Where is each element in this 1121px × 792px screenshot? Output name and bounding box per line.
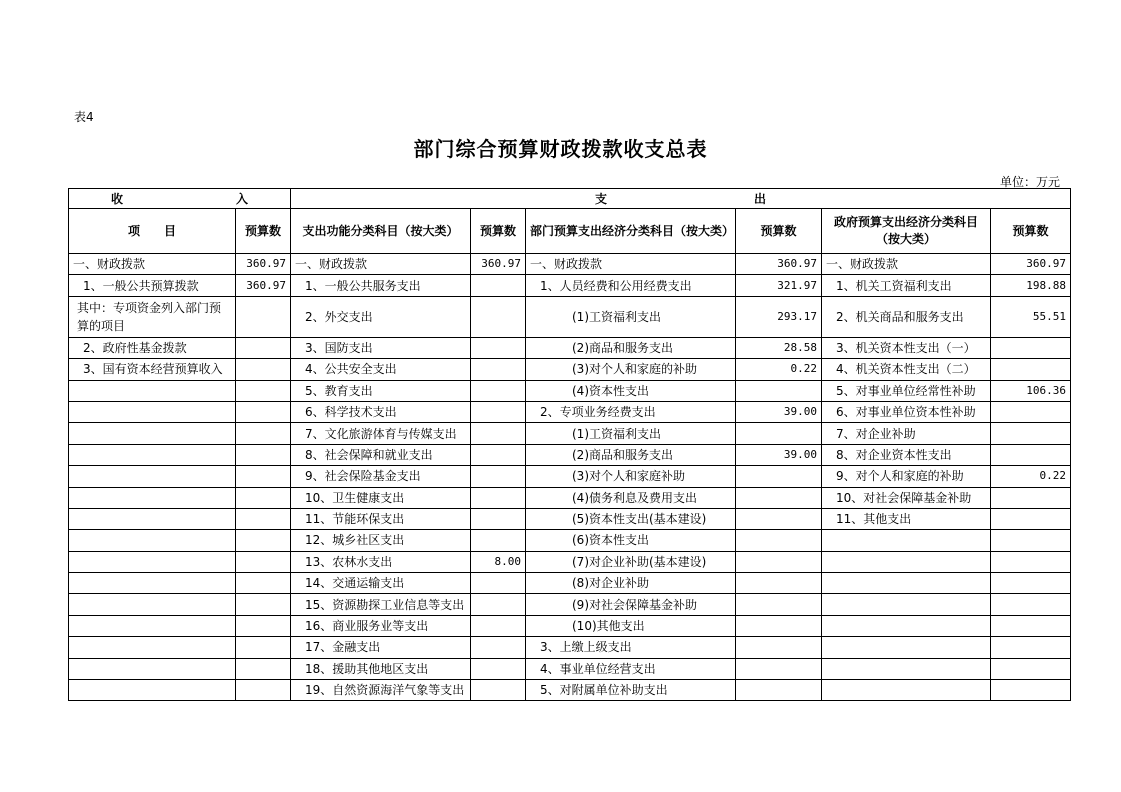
table-cell-c7: [822, 637, 991, 658]
table-cell-c4: 8.00: [471, 551, 526, 572]
table-cell-c2: [236, 680, 291, 701]
table-cell-c8: 360.97: [991, 254, 1071, 275]
table-row: [69, 551, 1071, 572]
table-cell-c4: [471, 680, 526, 701]
table-cell-c3: 17、金融支出: [291, 637, 471, 658]
table-cell-c4: [471, 637, 526, 658]
table-cell-c1: [69, 573, 236, 594]
table-cell-c2: [236, 296, 291, 337]
table-cell-c4: [471, 594, 526, 615]
table-cell-c6: 293.17: [736, 296, 822, 337]
table-cell-c6: 28.58: [736, 337, 822, 358]
table-row: [69, 296, 1071, 337]
table-cell-c1: 1、一般公共预算拨款: [69, 275, 236, 296]
table-cell-c7: 5、对事业单位经常性补助: [822, 380, 991, 401]
table-cell-c3: 3、国防支出: [291, 337, 471, 358]
page-title: 部门综合预算财政拨款收支总表: [413, 137, 708, 161]
table-cell-c6: [736, 658, 822, 679]
table-cell-c6: [736, 551, 822, 572]
table-cell-c8: [991, 551, 1071, 572]
table-cell-c8: [991, 530, 1071, 551]
table-row: [69, 615, 1071, 636]
table-cell-c1: [69, 594, 236, 615]
table-cell-c2: [236, 423, 291, 444]
table-cell-c5: 4、事业单位经营支出: [526, 658, 736, 679]
expense-group-header: 支 出: [291, 189, 1071, 209]
table-cell-c1: [69, 658, 236, 679]
table-cell-c5: (3)对个人和家庭的补助: [526, 359, 736, 380]
table-cell-c5: (3)对个人和家庭补助: [526, 466, 736, 487]
unit-label: 单位：万元: [1000, 175, 1061, 189]
table-cell-c7: [822, 615, 991, 636]
table-cell-c7: 4、机关资本性支出（二）: [822, 359, 991, 380]
table-cell-c4: [471, 530, 526, 551]
table-cell-c3: 2、外交支出: [291, 296, 471, 337]
table-cell-c3: 10、卫生健康支出: [291, 487, 471, 508]
table-cell-c4: [471, 573, 526, 594]
table-cell-c2: [236, 401, 291, 422]
table-cell-c1: [69, 423, 236, 444]
table-cell-c4: [471, 466, 526, 487]
table-cell-c8: [991, 680, 1071, 701]
col-header-item: 项 目: [69, 209, 236, 254]
table-cell-c2: [236, 573, 291, 594]
table-row: [69, 508, 1071, 529]
table-cell-c1: [69, 401, 236, 422]
table-cell-c5: 1、人员经费和公用经费支出: [526, 275, 736, 296]
table-cell-c2: [236, 637, 291, 658]
table-cell-c7: 一、财政拨款: [822, 254, 991, 275]
table-cell-c2: 360.97: [236, 254, 291, 275]
table-cell-c8: [991, 487, 1071, 508]
table-cell-c1: [69, 637, 236, 658]
table-cell-c8: 55.51: [991, 296, 1071, 337]
table-cell-c4: [471, 337, 526, 358]
table-cell-c6: 360.97: [736, 254, 822, 275]
table-cell-c5: 一、财政拨款: [526, 254, 736, 275]
table-cell-c2: [236, 337, 291, 358]
table-cell-c6: [736, 615, 822, 636]
table-cell-c8: 198.88: [991, 275, 1071, 296]
table-number: 表4: [74, 110, 94, 124]
table-cell-c4: [471, 508, 526, 529]
table-cell-c3: 18、援助其他地区支出: [291, 658, 471, 679]
table-cell-c5: 5、对附属单位补助支出: [526, 680, 736, 701]
table-cell-c2: 360.97: [236, 275, 291, 296]
col-header-function-class: 支出功能分类科目（按大类）: [291, 209, 471, 254]
table-cell-c8: [991, 637, 1071, 658]
table-cell-c8: [991, 423, 1071, 444]
table-cell-c7: 11、其他支出: [822, 508, 991, 529]
col-header-budget: 预算数: [736, 209, 822, 254]
table-row: [69, 487, 1071, 508]
table-cell-c2: [236, 466, 291, 487]
table-row: [69, 680, 1071, 701]
table-cell-c3: 5、教育支出: [291, 380, 471, 401]
table-cell-c1: [69, 380, 236, 401]
table-cell-c4: [471, 296, 526, 337]
table-cell-c1: [69, 551, 236, 572]
table-cell-c4: [471, 275, 526, 296]
table-row: [69, 423, 1071, 444]
table-cell-c1: [69, 615, 236, 636]
table-cell-c6: [736, 508, 822, 529]
table-cell-c1: [69, 466, 236, 487]
table-cell-c1: 其中：专项资金列入部门预算的项目: [69, 296, 236, 337]
table-cell-c6: 321.97: [736, 275, 822, 296]
table-cell-c2: [236, 551, 291, 572]
table-cell-c8: [991, 594, 1071, 615]
table-cell-c4: [471, 401, 526, 422]
table-cell-c3: 9、社会保险基金支出: [291, 466, 471, 487]
table-cell-c4: [471, 423, 526, 444]
table-cell-c2: [236, 444, 291, 465]
table-cell-c5: (1)工资福利支出: [526, 423, 736, 444]
col-header-gov-econ-class: 政府预算支出经济分类科目（按大类）: [822, 209, 991, 254]
table-cell-c6: 39.00: [736, 444, 822, 465]
table-cell-c2: [236, 530, 291, 551]
table-cell-c7: 7、对企业补助: [822, 423, 991, 444]
table-cell-c8: [991, 337, 1071, 358]
table-cell-c6: 39.00: [736, 401, 822, 422]
table-cell-c3: 8、社会保障和就业支出: [291, 444, 471, 465]
budget-table: [68, 188, 1071, 701]
table-cell-c5: (4)债务利息及费用支出: [526, 487, 736, 508]
table-cell-c8: [991, 573, 1071, 594]
table-cell-c5: 2、专项业务经费支出: [526, 401, 736, 422]
table-row: [69, 380, 1071, 401]
table-cell-c8: 0.22: [991, 466, 1071, 487]
col-header-dept-econ-class: 部门预算支出经济分类科目（按大类）: [526, 209, 736, 254]
table-cell-c8: [991, 508, 1071, 529]
income-group-header: 收 入: [69, 189, 291, 209]
table-cell-c5: 3、上缴上级支出: [526, 637, 736, 658]
table-cell-c8: [991, 658, 1071, 679]
table-cell-c7: 9、对个人和家庭的补助: [822, 466, 991, 487]
table-cell-c6: [736, 423, 822, 444]
table-cell-c2: [236, 380, 291, 401]
table-cell-c7: [822, 530, 991, 551]
table-cell-c7: 3、机关资本性支出（一）: [822, 337, 991, 358]
table-cell-c4: [471, 487, 526, 508]
table-cell-c5: (8)对企业补助: [526, 573, 736, 594]
table-row: [69, 573, 1071, 594]
table-cell-c4: 360.97: [471, 254, 526, 275]
table-cell-c6: [736, 466, 822, 487]
table-cell-c7: 1、机关工资福利支出: [822, 275, 991, 296]
col-header-budget: 预算数: [471, 209, 526, 254]
table-cell-c5: (6)资本性支出: [526, 530, 736, 551]
table-cell-c5: (5)资本性支出(基本建设): [526, 508, 736, 529]
table-cell-c3: 一、财政拨款: [291, 254, 471, 275]
table-cell-c5: (2)商品和服务支出: [526, 444, 736, 465]
table-cell-c3: 7、文化旅游体育与传媒支出: [291, 423, 471, 444]
table-cell-c2: [236, 615, 291, 636]
table-cell-c1: [69, 530, 236, 551]
table-cell-c4: [471, 615, 526, 636]
table-cell-c5: (10)其他支出: [526, 615, 736, 636]
table-row: [69, 275, 1071, 296]
table-cell-c8: [991, 401, 1071, 422]
table-cell-c4: [471, 380, 526, 401]
table-cell-c7: 8、对企业资本性支出: [822, 444, 991, 465]
table-row: [69, 594, 1071, 615]
table-row: [69, 530, 1071, 551]
table-cell-c3: 12、城乡社区支出: [291, 530, 471, 551]
table-cell-c7: [822, 680, 991, 701]
table-cell-c5: (7)对企业补助(基本建设): [526, 551, 736, 572]
table-cell-c1: [69, 444, 236, 465]
table-cell-c4: [471, 359, 526, 380]
table-cell-c2: [236, 487, 291, 508]
table-cell-c7: [822, 658, 991, 679]
table-cell-c6: [736, 573, 822, 594]
table-cell-c7: 6、对事业单位资本性补助: [822, 401, 991, 422]
table-cell-c5: (2)商品和服务支出: [526, 337, 736, 358]
table-row: [69, 658, 1071, 679]
table-cell-c1: [69, 508, 236, 529]
table-cell-c8: [991, 615, 1071, 636]
table-cell-c2: [236, 594, 291, 615]
table-cell-c8: [991, 444, 1071, 465]
table-cell-c1: 2、政府性基金拨款: [69, 337, 236, 358]
table-cell-c4: [471, 658, 526, 679]
table-cell-c6: [736, 637, 822, 658]
table-row: [69, 337, 1071, 358]
table-cell-c7: [822, 573, 991, 594]
table-cell-c6: [736, 594, 822, 615]
table-row: [69, 466, 1071, 487]
table-row: [69, 359, 1071, 380]
table-cell-c3: 16、商业服务业等支出: [291, 615, 471, 636]
table-cell-c6: [736, 380, 822, 401]
table-cell-c3: 13、农林水支出: [291, 551, 471, 572]
table-cell-c5: (1)工资福利支出: [526, 296, 736, 337]
header-row-columns: [69, 209, 1071, 254]
table-row: [69, 401, 1071, 422]
col-header-budget: 预算数: [991, 209, 1071, 254]
table-cell-c5: (4)资本性支出: [526, 380, 736, 401]
table-cell-c8: [991, 359, 1071, 380]
header-row-group: [69, 189, 1071, 209]
table-row: [69, 444, 1071, 465]
table-cell-c1: [69, 487, 236, 508]
table-cell-c7: 10、对社会保障基金补助: [822, 487, 991, 508]
table-cell-c5: (9)对社会保障基金补助: [526, 594, 736, 615]
table-row: [69, 637, 1071, 658]
table-cell-c3: 14、交通运输支出: [291, 573, 471, 594]
table-cell-c6: [736, 487, 822, 508]
table-cell-c3: 4、公共安全支出: [291, 359, 471, 380]
table-cell-c1: 一、财政拨款: [69, 254, 236, 275]
col-header-budget: 预算数: [236, 209, 291, 254]
table-row: [69, 254, 1071, 275]
table-cell-c2: [236, 508, 291, 529]
table-cell-c7: [822, 551, 991, 572]
table-cell-c2: [236, 359, 291, 380]
table-cell-c6: 0.22: [736, 359, 822, 380]
table-cell-c3: 11、节能环保支出: [291, 508, 471, 529]
table-cell-c8: 106.36: [991, 380, 1071, 401]
table-cell-c3: 1、一般公共服务支出: [291, 275, 471, 296]
table-cell-c7: [822, 594, 991, 615]
table-cell-c1: 3、国有资本经营预算收入: [69, 359, 236, 380]
table-cell-c3: 6、科学技术支出: [291, 401, 471, 422]
table-cell-c2: [236, 658, 291, 679]
table-cell-c1: [69, 680, 236, 701]
table-cell-c7: 2、机关商品和服务支出: [822, 296, 991, 337]
table-cell-c3: 15、资源勘探工业信息等支出: [291, 594, 471, 615]
table-cell-c6: [736, 680, 822, 701]
table-cell-c6: [736, 530, 822, 551]
table-cell-c4: [471, 444, 526, 465]
table-cell-c3: 19、自然资源海洋气象等支出: [291, 680, 471, 701]
